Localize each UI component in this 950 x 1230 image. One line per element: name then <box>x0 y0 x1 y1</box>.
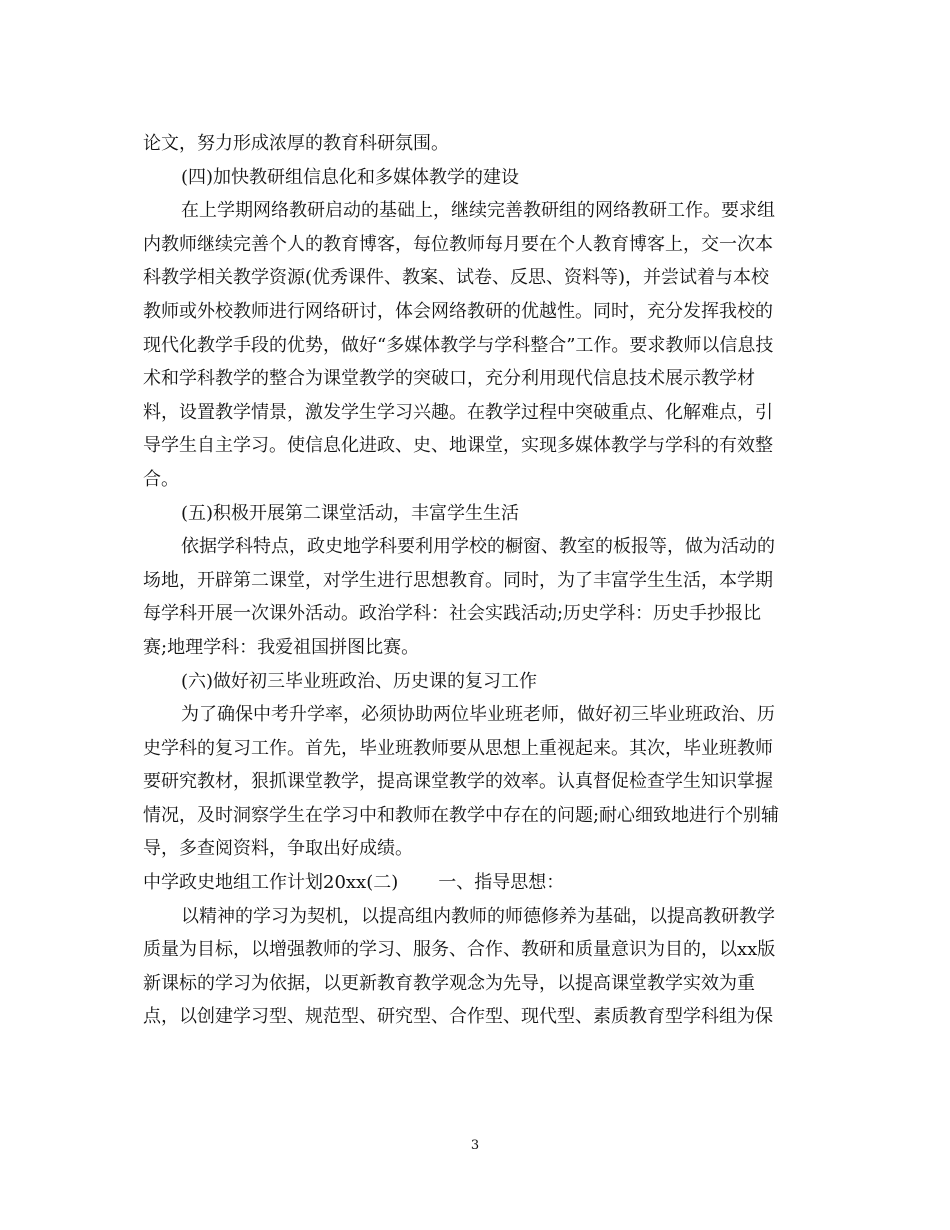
text-line: 要研究教材，狠抓课堂教学，提高课堂教学的效率。认真督促检查学生知识掌握 <box>143 771 773 793</box>
section-heading: 一、指导思想： <box>438 872 565 894</box>
section-heading: (五)积极开展第二课堂活动，丰富学生生活 <box>181 502 520 524</box>
text-line: 料，设置教学情景，激发学生学习兴趣。在教学过程中突破重点、化解难点，引 <box>143 401 773 423</box>
document-body <box>143 127 808 1034</box>
text-line: 每学科开展一次课外活动。政治学科：社会实践活动;历史学科：历史手抄报比 <box>143 603 762 625</box>
page-number: 3 <box>470 1138 480 1153</box>
section-heading: (六)做好初三毕业班政治、历史课的复习工作 <box>181 670 538 692</box>
text-line: 情况，及时洞察学生在学习中和教师在教学中存在的问题;耐心细致地进行个别辅 <box>143 804 780 826</box>
text-line: 在上学期网络教研启动的基础上，继续完善教研组的网络教研工作。要求组 <box>181 200 775 222</box>
text-line: 教师或外校教师进行网络研讨，体会网络教研的优越性。同时，充分发挥我校的 <box>143 300 773 322</box>
text-line: 为了确保中考升学率，必须协助两位毕业班老师，做好初三毕业班政治、历 <box>181 704 775 726</box>
text-line: 合。 <box>143 468 179 490</box>
text-line: 科教学相关教学资源(优秀课件、教案、试卷、反思、资料等)，并尝试着与本校 <box>143 267 770 289</box>
text-line: 点，以创建学习型、规范型、研究型、合作型、现代型、素质教育型学科组为保 <box>143 1006 773 1028</box>
text-line: 依据学科特点，政史地学科要利用学校的橱窗、教室的板报等，做为活动的 <box>181 536 775 558</box>
text-line: 导学生自主学习。使信息化进政、史、地课堂，实现多媒体教学与学科的有效整 <box>143 435 773 457</box>
section-heading: (四)加快教研组信息化和多媒体教学的建设 <box>181 166 520 188</box>
document-subtitle: 中学政史地组工作计划20xx(二) <box>143 872 399 894</box>
text-line: 术和学科教学的整合为课堂教学的突破口，充分利用现代信息技术展示教学材 <box>143 368 755 390</box>
text-line: 内教师继续完善个人的教育博客，每位教师每月要在个人教育博客上，交一次本 <box>143 233 773 255</box>
text-line: 导，多查阅资料，争取出好成绩。 <box>143 838 413 860</box>
text-line: 新课标的学习为依据，以更新教育教学观念为先导，以提高课堂教学实效为重 <box>143 972 755 994</box>
text-line: 现代化教学手段的优势，做好“多媒体教学与学科整合”工作。要求教师以信息技 <box>143 334 774 356</box>
text-line: 质量为目标，以增强教师的学习、服务、合作、教研和质量意识为目的，以xx版 <box>143 939 776 961</box>
text-line: 赛;地理学科：我爱祖国拼图比赛。 <box>143 636 420 658</box>
text-line: 史学科的复习工作。首先，毕业班教师要从思想上重视起来。其次，毕业班教师 <box>143 737 773 759</box>
text-line: 场地，开辟第二课堂，对学生进行思想教育。同时，为了丰富学生生活，本学期 <box>143 569 773 591</box>
text-line: 以精神的学习为契机，以提高组内教师的师德修养为基础，以提高教研教学 <box>181 905 775 927</box>
text-line: 论文，努力形成浓厚的教育科研氛围。 <box>143 133 449 154</box>
document-subtitle-line <box>143 866 808 900</box>
